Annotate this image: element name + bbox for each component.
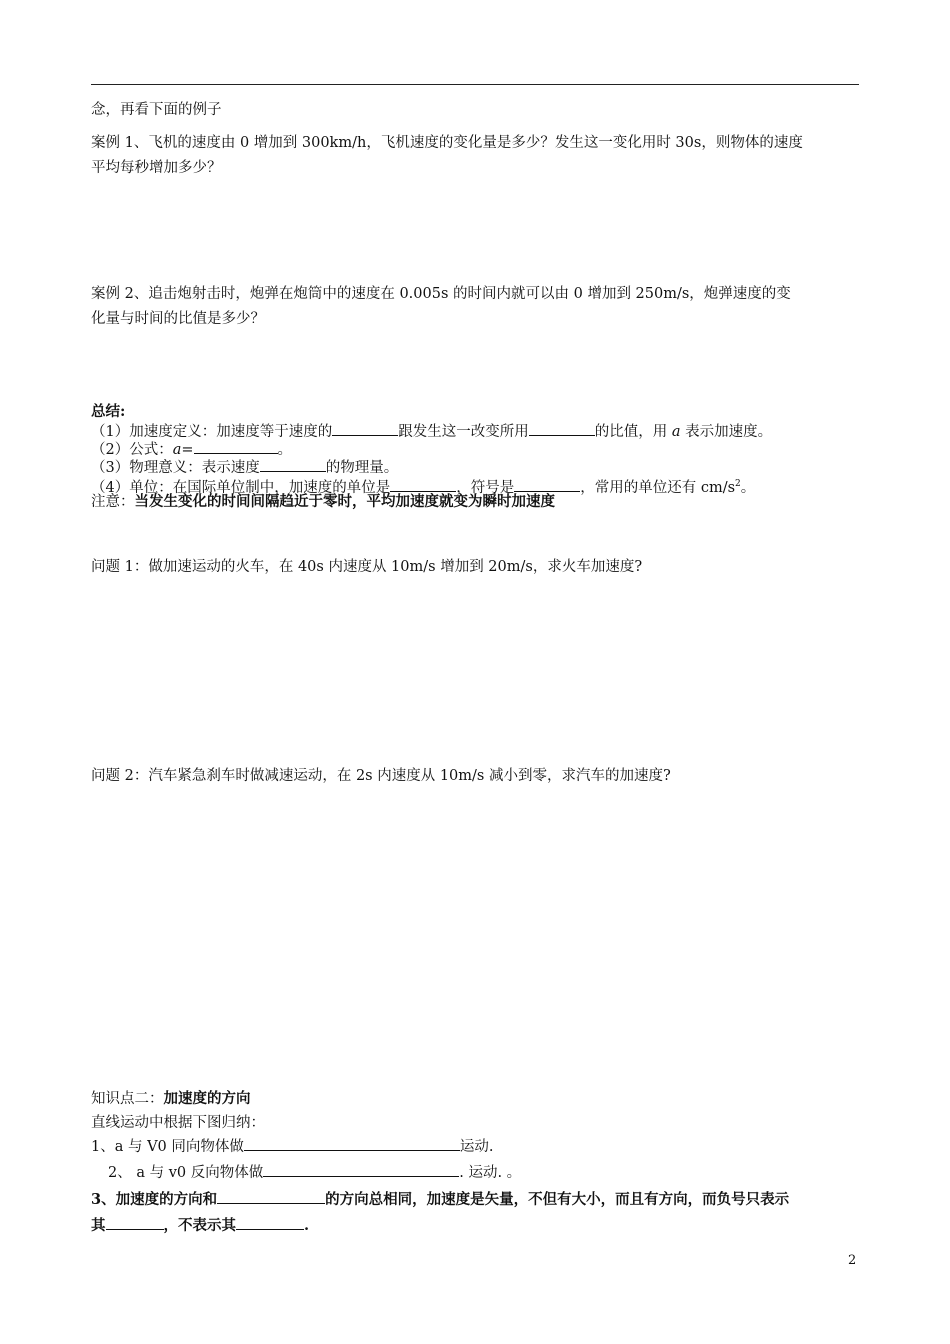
problem-1: 问题 1：做加速运动的火车，在 40s 内速度从 10m/s 增加到 20m/s，求火车加速度?: [91, 559, 643, 575]
blank-2[interactable]: [529, 421, 595, 436]
blank-9[interactable]: [217, 1189, 325, 1204]
blank-8[interactable]: [263, 1162, 459, 1177]
knowledge2-title: 知识点二：加速度的方向: [91, 1090, 251, 1107]
blank-3[interactable]: [194, 439, 278, 454]
summary-item-3: （3）物理意义：表示速度 的物理量。: [91, 457, 398, 477]
intro-text: 念，再看下面的例子: [91, 102, 222, 118]
problem-2: 问题 2：汽车紧急刹车时做减速运动，在 2s 内速度从 10m/s 减小到零，求汽车的加速度?: [91, 768, 671, 784]
knowledge2-item-3-line2: 其 ，不表示其 .: [91, 1217, 310, 1234]
summary-item-2: （2）公式：a= 。: [91, 439, 292, 459]
knowledge2-item-2: 2、 a 与 v0 反向物体做 . 运动. 。: [108, 1162, 521, 1184]
blank-5[interactable]: [390, 477, 456, 492]
blank-10[interactable]: [106, 1215, 164, 1230]
summary-item-4: （4）单位：在国际单位制中，加速度的单位是 ，符号是 ，常用的单位还有 $cm/s^2$。: [91, 475, 755, 497]
blank-7[interactable]: [244, 1136, 460, 1151]
knowledge2-item-1: 1、a 与 V0 同向物体做 运动.: [91, 1136, 494, 1158]
blank-6[interactable]: [514, 477, 580, 492]
knowledge2-line1: 直线运动中根据下图归纳：: [91, 1115, 265, 1131]
case2-line1: 案例 2、追击炮射击时，炮弹在炮筒中的速度在 0.005s 的时间内就可以由 0 增加到 250m/s，炮弹速度的变: [91, 286, 791, 302]
page-number: 2: [848, 1253, 857, 1268]
case1-line2: 平均每秒增加多少？: [91, 160, 222, 176]
summary-note: 注意：当发生变化的时间间隔趋近于零时，平均加速度就变为瞬时加速度: [91, 493, 555, 510]
header-rule: [91, 84, 859, 85]
knowledge2-item-3-line1: 3、加速度的方向和 的方向总相同，加速度是矢量，不但有大小，而且有方向，而负号只表示: [91, 1191, 790, 1208]
case2-line2: 化量与时间的比值是多少？: [91, 311, 265, 327]
case1-line1: 案例 1、飞机的速度由 0 增加到 300km/h，飞机速度的变化量是多少？发生这一变化用时 30s，则物体的速度: [91, 135, 803, 151]
blank-11[interactable]: [236, 1215, 304, 1230]
blank-1[interactable]: [332, 421, 398, 436]
summary-item-1: （1）加速度定义：加速度等于速度的 跟发生这一改变所用 的比值，用 a 表示加速度。: [91, 421, 772, 441]
summary-title: 总结:: [91, 403, 126, 420]
blank-4[interactable]: [260, 457, 326, 472]
